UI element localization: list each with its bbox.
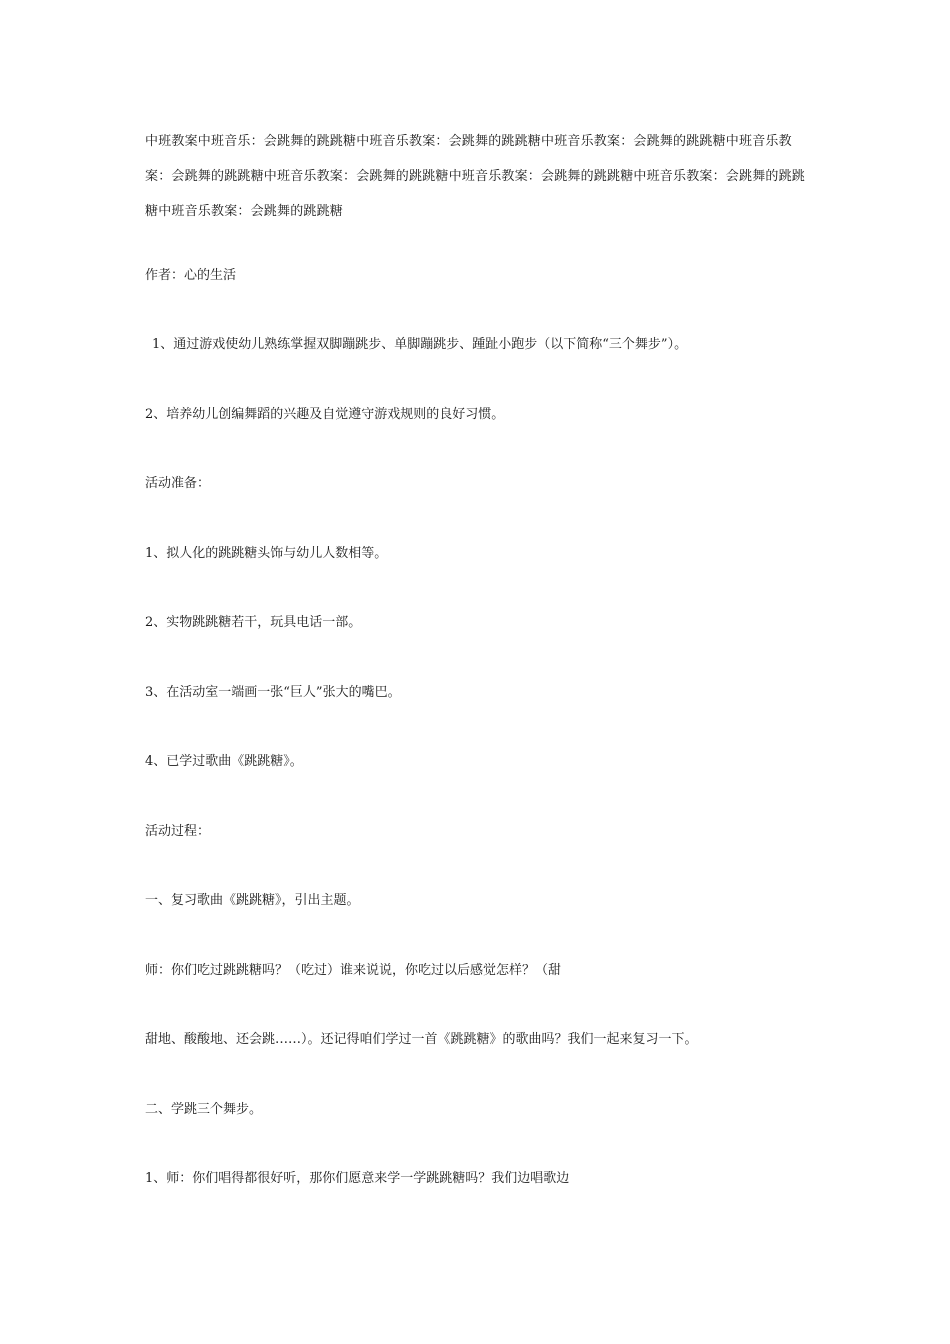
step-1: 一、复习歌曲《跳跳糖》，引出主题。 <box>145 893 360 908</box>
author-line: 作者：心的生活 <box>145 268 237 283</box>
goal-2: 2、培养幼儿创编舞蹈的兴趣及自觉遵守游戏规则的良好习惯。 <box>145 407 505 422</box>
goal-1: 1、通过游戏使幼儿熟练掌握双脚蹦跳步、单脚蹦跳步、踵趾小跑步（以下简称“三个舞步”）。 <box>152 337 688 352</box>
prep-item-2: 2、实物跳跳糖若干，玩具电话一部。 <box>145 615 362 630</box>
prep-item-3: 3、在活动室一端画一张“巨人”张大的嘴巴。 <box>145 685 401 700</box>
prep-item-4: 4、已学过歌曲《跳跳糖》。 <box>145 754 303 769</box>
dialog-line-1: 师：你们吃过跳跳糖吗？（吃过）谁来说说，你吃过以后感觉怎样？（甜 <box>145 963 562 978</box>
document-title: 中班教案中班音乐：会跳舞的跳跳糖中班音乐教案：会跳舞的跳跳糖中班音乐教案：会跳舞的跳跳糖中班音乐教案：会跳舞的跳跳糖中班音乐教案：会跳舞的跳跳糖中班音乐教案：会跳舞的跳跳糖中班音乐教案：会跳舞的跳跳糖中班音乐教案：会跳舞的跳跳糖 <box>145 134 806 219</box>
dialog-line-2: 甜地、酸酸地、还会跳……）。还记得咱们学过一首《跳跳糖》的歌曲吗？我们一起来复习一下。 <box>145 1032 698 1047</box>
prep-item-1: 1、拟人化的跳跳糖头饰与幼儿人数相等。 <box>145 546 388 561</box>
step-2: 二、学跳三个舞步。 <box>145 1102 263 1117</box>
step-2-item-1: 1、师：你们唱得都很好听，那你们愿意来学一学跳跳糖吗？我们边唱歌边 <box>145 1171 570 1186</box>
process-heading: 活动过程： <box>145 824 211 839</box>
prep-heading: 活动准备： <box>145 476 211 491</box>
